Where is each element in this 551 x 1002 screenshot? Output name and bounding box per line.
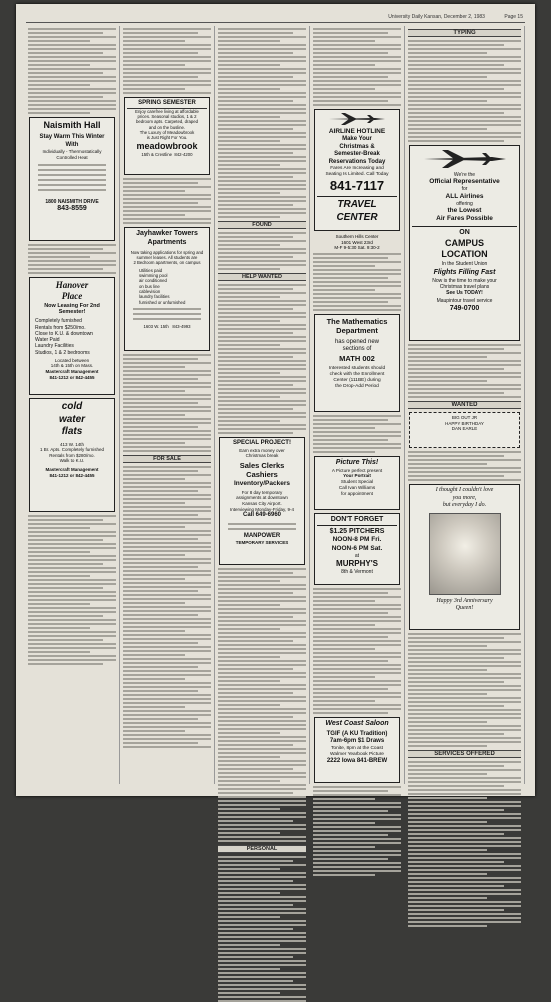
- hanover-place-ad: Hanover Place Now Leasing For 2nd Semester! Completely furnished Rentals from $250/mo. Close to K.U. & downtown Water Paid Laundry Facilities Studios, 1 & 2 bedrooms Located between 14th & 15th on Mass. Mastercraft Management 841-1212 or 842-4455: [29, 277, 115, 395]
- column-3: [218, 26, 306, 852]
- section-help-wanted: HELP WANTED: [218, 273, 306, 281]
- section-found: FOUND: [218, 221, 306, 229]
- airplane-icon: [327, 112, 387, 126]
- newspaper-page: [16, 4, 535, 852]
- anniversary-notice: I thought I couldn't love you more, but everyday I do. Happy 3rd Anniversary Queen!: [409, 484, 520, 630]
- column-divider: [119, 26, 120, 784]
- section-personal: PERSONAL: [218, 845, 306, 853]
- baby-photo: [429, 513, 501, 595]
- column-5: [408, 26, 521, 784]
- page-header: [388, 14, 523, 20]
- column-divider: [214, 26, 215, 784]
- section-for-sale: FOR SALE: [123, 455, 211, 463]
- jayhawker-towers-ad: Jayhawker Towers Apartments Now taking applications for spring and summer leases. All students are 2 Bedroom apartments, on campus Utilities paid swimming pool air conditioned on bus line cablevision laundry facilities furnished or unfurnished 1603 W. 15th 843-4993: [124, 227, 210, 351]
- naismith-hall-ad: Naismith Hall Stay Warm This Winter With Individually - Thermostatically Controlled Heat 1800 NAISMITH DRIVE 843-8559: [29, 117, 115, 241]
- murphys-ad: DON'T FORGET $1.25 PITCHERS NOON-8 PM Fri. NOON-6 PM Sat. at MURPHY'S 8th & Vermont: [314, 513, 400, 585]
- column-divider: [524, 26, 525, 784]
- west-coast-saloon-ad: West Coast Saloon TGIF (A KU Tradition) 7am-6pm $1 Draws Tonite, 8pm at the Coast Walmer Yearbook Picture 2222 Iowa 841-BREW: [314, 717, 400, 783]
- column-divider: [309, 26, 310, 784]
- paper-title: University Daily Kansan, December 2, 1983: [388, 14, 485, 20]
- section-typing: TYPING: [408, 29, 521, 37]
- page-number: Page 15: [504, 14, 523, 20]
- column-2: [123, 26, 211, 784]
- portrait-ad: Picture This! A Picture perfect present Your Portrait Student Special Call Ivan Williams for appointment: [314, 456, 400, 510]
- manpower-sales-ad: SPECIAL PROJECT! Earn extra money over Christmas break Sales Clerks Cashiers Inventory/Packers For 8 day temporary assignments at downtown Kansas City Airport. Interviewing Monday-Friday, 9-4 Call 649-6960 MANPOWER TEMPORARY SERVICES: [219, 437, 305, 565]
- column-4: AIRLINE HOTLINE Make Your Christmas & Semester-Break Reservations Today Fares Are Increasing and Seating Is Limited. Call Today 841-7117 TRAVEL CENTER Southern Hills Center 1601 West 23rd M-F 9-5:30 Sat. 9:30-2 The Mathematics Department has opened new sections of MATH 002 Interested students should check with the Enrollment Center (111BE) during the Drop-Add Period Picture This! A Picture perfect present Your Portrait Student Special Call Ivan Williams for appointment DON'T FORGET $1.25 PITCHERS NOON-8 PM Fri. NOON-6 PM Sat. at MURPHY'S 8th & Vermont West Coast Saloon TGIF (A KU Tradition) 7am-6pm $1 Draws Tonite, 8pm at the Coast Walmer Yearbook Picture 2222 Iowa 841-BREW: [313, 26, 401, 784]
- section-services-offered: SERVICES OFFERED: [408, 750, 521, 758]
- airline-hotline-ad: AIRLINE HOTLINE Make Your Christmas & Semester-Break Reservations Today Fares Are Increasing and Seating Is Limited. Call Today 841-7117 TRAVEL CENTER: [314, 109, 400, 231]
- meadowbrook-ad: SPRING SEMESTER Enjoy carefree living at affordable prices. Seasonal studios, 1 & 2 bedroom apts. Carpeted, draped and on the busline. The Luxury of Meadowbrook is Just Right For You. meadowbrook 15th & Crestline 842-4200: [124, 97, 210, 175]
- math-department-ad: The Mathematics Department has opened new sections of MATH 002 Interested students should check with the Enrollment Center (111BE) during the Drop-Add Period: [314, 314, 400, 412]
- cold-water-flats-ad: cold water flats 413 W. 14th 1 Br. Apts. Completely furnished Rentals from $280/mo. Walk to K.U. Mastercraft Management 841-1212 or 842-4455: [29, 398, 115, 512]
- airplane-icon: [420, 148, 510, 170]
- maupintour-ad: We're the Official Representative for ALL Airlines offering the Lowest Air Fares Possible ON CAMPUS LOCATION In the Student Union Flights Filling Fast Now is the time to make your Christmas travel plans See Us TODAY! Maupintour travel service 749-0700: [409, 145, 520, 341]
- birthday-notice: BIG OUT JR HAPPY BIRTHDAY DAN EARLE: [409, 412, 520, 448]
- section-wanted: WANTED: [408, 401, 521, 409]
- column-divider: [404, 26, 405, 784]
- column-1: [28, 26, 116, 784]
- header-rule: [26, 22, 525, 23]
